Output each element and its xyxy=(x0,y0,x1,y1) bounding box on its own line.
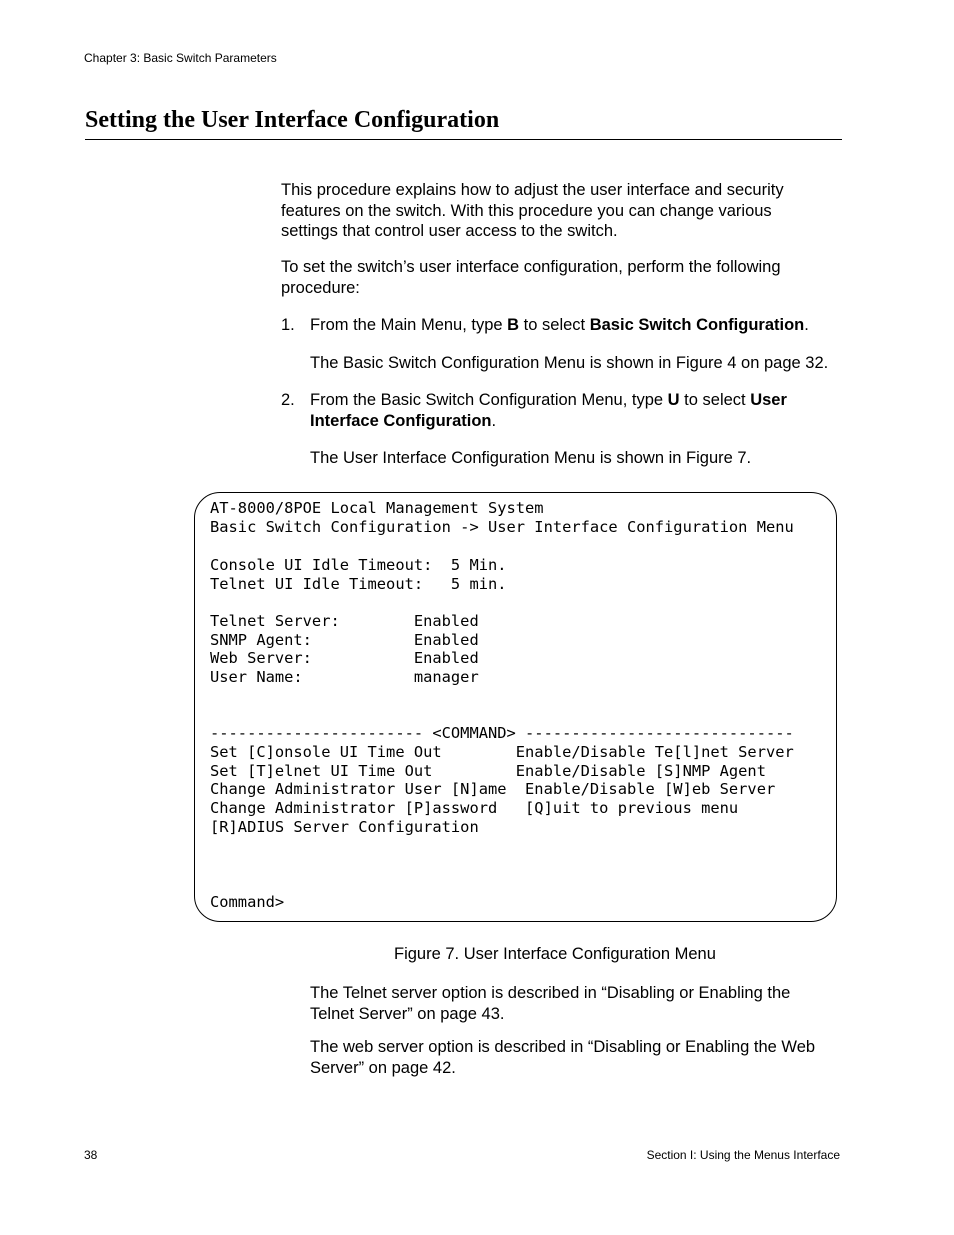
terminal-telnet-server: Telnet Server: Enabled xyxy=(210,612,479,630)
terminal-command-prompt: Command> xyxy=(210,893,285,911)
step-2-pre: From the Basic Switch Configuration Menu, type xyxy=(310,391,668,409)
telnet-reference-line: The Telnet server option is described in “Disabling or Enabling the xyxy=(310,984,791,1002)
intro-line: settings that control user access to the switch. xyxy=(281,222,618,240)
page-number: 38 xyxy=(84,1148,98,1162)
lead-line: To set the switch’s user interface configuration, perform the following xyxy=(281,258,781,276)
web-reference xyxy=(310,1037,815,1078)
intro-paragraph xyxy=(281,180,784,242)
terminal-menu-row: Set [T]elnet UI Time Out Enable/Disable [S]NMP Agent xyxy=(210,762,766,780)
step-2-target-1: User xyxy=(750,391,787,409)
terminal-snmp-agent: SNMP Agent: Enabled xyxy=(210,631,479,649)
terminal-breadcrumb: Basic Switch Configuration -> User Interface Configuration Menu xyxy=(210,518,794,536)
step-1-text xyxy=(310,315,809,336)
step-1-note: The Basic Switch Configuration Menu is shown in Figure 4 on page 32. xyxy=(310,354,829,372)
telnet-reference-line: Telnet Server” on page 43. xyxy=(310,1004,505,1023)
lead-line: procedure: xyxy=(281,278,360,297)
telnet-reference xyxy=(310,983,790,1024)
terminal-menu-row: Change Administrator User [N]ame Enable/Disable [W]eb Server xyxy=(210,780,776,798)
step-1-pre: From the Main Menu, type xyxy=(310,316,508,334)
running-head: Chapter 3: Basic Switch Parameters xyxy=(84,51,277,65)
terminal-web-server: Web Server: Enabled xyxy=(210,649,479,667)
terminal-menu-row: Set [C]onsole UI Time Out Enable/Disable Te[l]net Server xyxy=(210,743,794,761)
step-2-key: U xyxy=(667,391,680,409)
terminal-menu-row: Change Administrator [P]assword [Q]uit to previous menu xyxy=(210,799,739,817)
terminal-telnet-timeout: Telnet UI Idle Timeout: 5 min. xyxy=(210,575,507,593)
step-2-target-2: Interface Configuration xyxy=(310,411,492,430)
step-1-post: . xyxy=(804,316,809,334)
lead-paragraph xyxy=(281,257,781,298)
terminal-menu-row: [R]ADIUS Server Configuration xyxy=(210,818,479,836)
step-2-note: The User Interface Configuration Menu is shown in Figure 7. xyxy=(310,449,752,467)
terminal-system-title: AT-8000/8POE Local Management System xyxy=(210,499,544,517)
section-label: Section I: Using the Menus Interface xyxy=(646,1148,840,1162)
step-2-line-1 xyxy=(310,390,787,411)
page-title: Setting the User Interface Configuration xyxy=(85,107,500,133)
title-rule xyxy=(85,139,842,140)
step-2-line-2 xyxy=(310,411,787,432)
web-reference-line: The web server option is described in “Disabling or Enabling the Web xyxy=(310,1038,816,1056)
step-2-text xyxy=(310,390,787,431)
step-2-mid: to select xyxy=(679,391,751,409)
terminal-console-timeout: Console UI Idle Timeout: 5 Min. xyxy=(210,556,507,574)
figure-caption: Figure 7. User Interface Configuration Menu xyxy=(394,945,716,963)
step-2-number: 2. xyxy=(281,391,295,409)
terminal-command-divider: ----------------------- <COMMAND> ----------------------------- xyxy=(210,724,794,742)
step-1-target: Basic Switch Configuration xyxy=(589,316,805,334)
web-reference-line: Server” on page 42. xyxy=(310,1058,456,1077)
step-2-post: . xyxy=(491,411,497,430)
step-1-number: 1. xyxy=(281,316,295,334)
intro-line: features on the switch. With this procedure you can change various xyxy=(281,201,772,220)
step-1-key: B xyxy=(507,316,520,334)
intro-line: This procedure explains how to adjust the user interface and security xyxy=(281,181,784,199)
terminal-user-name: User Name: manager xyxy=(210,668,479,686)
step-1-mid: to select xyxy=(519,316,590,334)
